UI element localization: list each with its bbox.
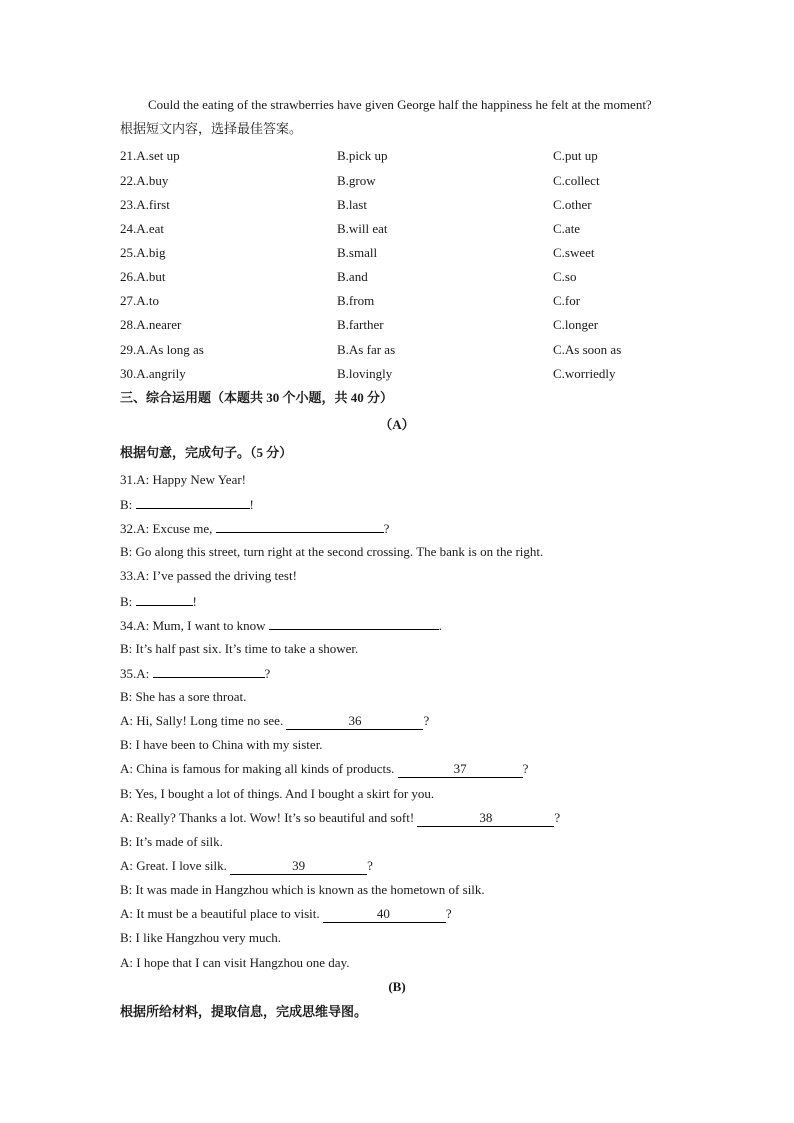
answer-blank-37[interactable]: 37 — [398, 761, 523, 778]
dialogue-line-9: A: It must be a beautiful place to visit. 40 ? — [120, 906, 452, 921]
option-30-b: B.lovingly — [337, 366, 393, 381]
option-24-a: 24.A.eat — [120, 221, 165, 236]
part-a-label: （A） — [379, 417, 415, 432]
option-30-a: 30.A.angrily — [120, 366, 186, 381]
option-23-a: 23.A.first — [120, 197, 170, 212]
option-30-c: C.worriedly — [553, 366, 616, 381]
dialogue-line-5: A: Really? Thanks a lot. Wow! It’s so beautiful and soft! 38 ? — [120, 810, 561, 825]
option-22-a: 22.A.buy — [120, 173, 169, 188]
option-28-b: B.farther — [337, 317, 384, 332]
dialogue-line-11: A: I hope that I can visit Hangzhou one day. — [120, 955, 350, 970]
option-28-a: 28.A.nearer — [120, 317, 182, 332]
part-b-label: (B) — [388, 979, 406, 994]
option-24-b: B.will eat — [337, 221, 388, 236]
option-29-c: C.As soon as — [553, 342, 622, 357]
part-a-instruction: 根据句意，完成句子。（5 分） — [120, 445, 293, 460]
option-21-a: 21.A.set up — [120, 148, 180, 163]
q34-b: B: It’s half past six. It’s time to take a shower. — [120, 641, 359, 656]
section-3-title: 三、综合运用题（本题共 30 个小题，共 40 分） — [120, 390, 394, 405]
dialogue-line-4: B: Yes, I bought a lot of things. And I bought a skirt for you. — [120, 786, 435, 801]
dialogue-line-3: A: China is famous for making all kinds of products. 37 ? — [120, 761, 529, 776]
option-28-c: C.longer — [553, 317, 599, 332]
choose-instruction: 根据短文内容，选择最佳答案。 — [120, 121, 303, 136]
q31-b: B: ! — [120, 497, 254, 512]
q33-b: B: ! — [120, 594, 197, 609]
part-b-instruction: 根据所给材料，提取信息，完成思维导图。 — [120, 1004, 368, 1019]
option-23-c: C.other — [553, 197, 592, 212]
q35-a: 35.A: ? — [120, 666, 271, 681]
option-21-b: B.pick up — [337, 148, 388, 163]
dialogue-line-10: B: I like Hangzhou very much. — [120, 930, 282, 945]
dialogue-line-7: A: Great. I love silk. 39 ? — [120, 858, 373, 873]
answer-blank-38[interactable]: 38 — [417, 810, 554, 827]
dialogue-line-6: B: It’s made of silk. — [120, 834, 223, 849]
option-26-c: C.so — [553, 269, 577, 284]
q34-a: 34.A: Mum, I want to know . — [120, 618, 443, 633]
option-23-b: B.last — [337, 197, 367, 212]
answer-blank-36[interactable]: 36 — [286, 713, 423, 730]
answer-blank-32[interactable] — [216, 520, 384, 533]
option-21-c: C.put up — [553, 148, 598, 163]
option-29-b: B.As far as — [337, 342, 396, 357]
answer-blank-31[interactable] — [136, 496, 250, 509]
option-25-a: 25.A.big — [120, 245, 166, 260]
q31-a: 31.A: Happy New Year! — [120, 472, 247, 487]
q32-b: B: Go along this street, turn right at the second crossing. The bank is on the right. — [120, 544, 544, 559]
option-22-c: C.collect — [553, 173, 600, 188]
passage-last-line: Could the eating of the strawberries have given George half the happiness he felt at the moment? — [148, 97, 652, 112]
dialogue-line-1: A: Hi, Sally! Long time no see. 36 ? — [120, 713, 430, 728]
option-26-b: B.and — [337, 269, 368, 284]
answer-blank-40[interactable]: 40 — [323, 906, 446, 923]
option-24-c: C.ate — [553, 221, 581, 236]
answer-blank-39[interactable]: 39 — [230, 858, 367, 875]
q33-a: 33.A: I’ve passed the driving test! — [120, 568, 297, 583]
option-27-c: C.for — [553, 293, 581, 308]
option-27-a: 27.A.to — [120, 293, 159, 308]
option-22-b: B.grow — [337, 173, 376, 188]
q32-a: 32.A: Excuse me, ? — [120, 521, 390, 536]
answer-blank-35[interactable] — [153, 665, 265, 678]
dialogue-line-8: B: It was made in Hangzhou which is known as the hometown of silk. — [120, 882, 485, 897]
option-26-a: 26.A.but — [120, 269, 166, 284]
answer-blank-34[interactable] — [269, 617, 439, 630]
option-25-c: C.sweet — [553, 245, 595, 260]
option-25-b: B.small — [337, 245, 378, 260]
answer-blank-33[interactable] — [136, 593, 193, 606]
option-27-b: B.from — [337, 293, 375, 308]
dialogue-line-2: B: I have been to China with my sister. — [120, 737, 323, 752]
q35-b: B: She has a sore throat. — [120, 689, 247, 704]
option-29-a: 29.A.As long as — [120, 342, 204, 357]
